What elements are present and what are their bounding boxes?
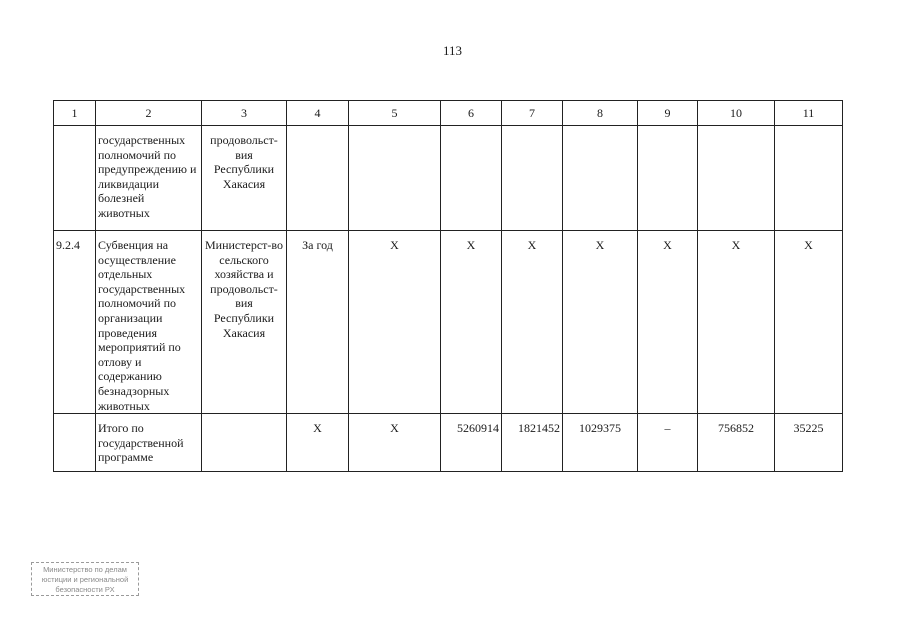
table-cell	[441, 126, 502, 231]
table-cell: X	[638, 231, 698, 414]
table-cell: X	[563, 231, 638, 414]
registration-stamp	[31, 562, 139, 596]
table-cell: X	[349, 414, 441, 472]
table-cell	[563, 126, 638, 231]
period-cell: За год	[287, 231, 349, 414]
header-cell: 11	[775, 101, 843, 126]
header-cell: 1	[54, 101, 96, 126]
description-cell: государственных полномочий по предупреждению и ликвидации болезней животных	[96, 126, 202, 231]
header-cell: 5	[349, 101, 441, 126]
total-cell: 1029375	[563, 414, 638, 472]
header-cell: 9	[638, 101, 698, 126]
table-cell	[287, 126, 349, 231]
table-cell: X	[287, 414, 349, 472]
page-number: 113	[442, 43, 463, 58]
table-cell	[349, 126, 441, 231]
header-cell: 4	[287, 101, 349, 126]
table-cell: X	[502, 231, 563, 414]
header-cell: 10	[698, 101, 775, 126]
header-cell: 6	[441, 101, 502, 126]
total-cell: 1821452	[502, 414, 563, 472]
table-cell: X	[349, 231, 441, 414]
stamp-line: юстиции и региональной	[41, 575, 129, 584]
table-row	[54, 414, 843, 472]
table-cell	[775, 126, 843, 231]
executor-cell: продовольст-вия Республики Хакасия	[202, 126, 287, 231]
executor-cell	[202, 414, 287, 472]
table-cell	[502, 126, 563, 231]
description-cell: Субвенция на осуществление отдельных государственных полномочий по организации проведения мероприятий по отлову и содержанию безнадзорных животных	[96, 231, 202, 414]
data-table	[53, 100, 843, 472]
table-cell: X	[441, 231, 502, 414]
total-cell: 5260914	[441, 414, 502, 472]
row-number-cell	[54, 414, 96, 472]
total-cell: –	[638, 414, 698, 472]
table-row	[54, 126, 843, 231]
stamp-line: безопасности РХ	[55, 585, 115, 594]
table-cell	[638, 126, 698, 231]
total-cell: 756852	[698, 414, 775, 472]
table-row	[54, 231, 843, 414]
header-cell: 2	[96, 101, 202, 126]
total-cell: 35225	[775, 414, 843, 472]
table-cell: X	[775, 231, 843, 414]
description-cell: Итого по государственной программе	[96, 414, 202, 472]
header-cell: 8	[563, 101, 638, 126]
row-number-cell	[54, 126, 96, 231]
stamp-line: Министерство по делам	[43, 565, 127, 574]
header-cell: 3	[202, 101, 287, 126]
table-cell: X	[698, 231, 775, 414]
table-header-row	[54, 101, 843, 126]
executor-cell: Министерст-во сельского хозяйства и продовольст-вия Республики Хакасия	[202, 231, 287, 414]
table-cell	[698, 126, 775, 231]
header-cell: 7	[502, 101, 563, 126]
row-number-cell: 9.2.4	[54, 231, 96, 414]
